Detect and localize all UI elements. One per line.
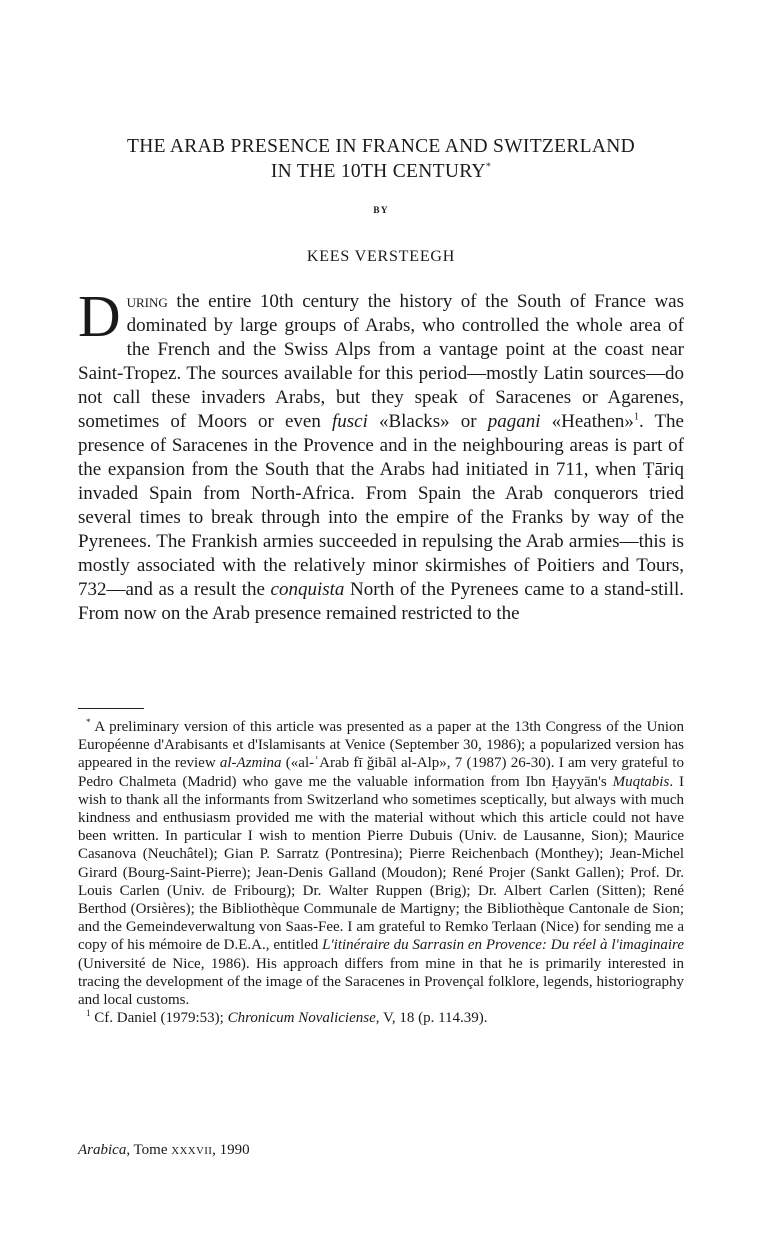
footnotes (78, 718, 684, 1027)
body-text-d: . The presence of Saracenes in the Provence and in the neighbouring areas is part of the expansion from the South that the Arabs had initiated in 711, when Ṭāriq invaded Spain from North-Africa. From Spain the Arab conquerors tried several times to break through into the empire of the Franks by way of the Pyrenees. The Frankish armies succeeded in repulsing the Arab armies—this is mostly associated with the relatively minor skirmishes of Poitiers and Tours, 732—and as a result the (78, 411, 684, 600)
title-line-2 (78, 159, 684, 184)
footnote-divider (78, 708, 144, 709)
title-itineraire: L'itinéraire du Sarrasin en Provence: Du réel à l'imaginaire (322, 937, 684, 954)
title-line-2-text: IN THE 10TH CENTURY (270, 161, 486, 182)
fn1-text-b: , V, 18 (p. 114.39). (375, 1010, 488, 1027)
fn-star-text-d: (Université de Nice, 1986). His approach differs from mine in that he is primarily interested in tracing the development of the image of the Saracenes in Provençal folklore, legends, historiography and local customs. (78, 955, 684, 1009)
term-conquista: conquista (270, 579, 345, 600)
article-title (78, 134, 684, 184)
body-text-e: North of the Pyrenees came to a stand-still. From now on the Arab presence remained restricted to the (78, 579, 685, 624)
title-al-azmina: al-Azmina (219, 755, 282, 772)
footer-year: , 1990 (212, 1142, 250, 1158)
term-pagani: pagani (487, 411, 541, 432)
fn-star-text-a: A preliminary version of this article was presented as a paper at the 13th Congress of the Union Européenne d'Arabisants et d'Islamisants at Venice (September 30, 1986); a popularized version has appeared in the review (78, 719, 684, 772)
fn-star-text-b: («al-ʿArab fī ǧibāl al-Alp», 7 (1987) 26-30). I am very grateful to Pedro Chalmeta (Madrid) who gave me the valuable information from Ibn Ḥayyān's (78, 755, 684, 790)
footnote-star-mark: * (86, 717, 91, 727)
drop-cap: D (78, 283, 121, 349)
author-name: KEES VERSTEEGH (306, 248, 456, 265)
title-footnote-mark[interactable]: * (485, 161, 492, 173)
footnote-1-mark: 1 (86, 1008, 91, 1019)
footnote-1 (78, 1009, 684, 1027)
footer-text-a: , Tome (126, 1142, 172, 1158)
page-footer (78, 1142, 684, 1159)
fn1-text-a: Cf. Daniel (1979:53); (90, 1010, 228, 1027)
footnote-ref-1[interactable]: 1 (633, 411, 639, 423)
title-chronicum: Chronicum Novaliciense (227, 1010, 376, 1027)
body-paragraph (78, 283, 685, 626)
body-text-c: «Heathen» (540, 411, 634, 432)
lead-smallcaps: uring (126, 291, 168, 312)
body-text-b: «Blacks» or (367, 411, 488, 432)
volume-number: xxxvii (171, 1142, 213, 1158)
fn-star-text-c: . I wish to thank all the informants from Switzerland who sometimes sceptically, but always with much kindness and enthusiasm provided me with the material without which this article could not have been written. In particular I wish to mention Pierre Dubuis (Univ. de Lausanne, Sion); Maurice Casanova (Neuchâtel); Gian P. Sarratz (Pontresina); Pierre Reichenbach (Monthey); Jean-Michel Girard (Bourg-Saint-Pierre); Jean-Denis Galland (Moudon); René Projer (Sankt Gallen); Prof. Dr. Louis Carlen (Univ. de Fribourg); Dr. Walter Ruppen (Brig); Dr. Albert Carlen (Sitten); René Berthod (Orsières); the Bibliothèque Communale de Martigny; the Bibliothèque Cantonale de Sion; and the Gemeindeverwaltung von Saas-Fee. I am grateful to Remko Terlaan (Nice) for sending me a copy of his mémoire de D.E.A., entitled (78, 773, 684, 954)
title-muqtabis: Muqtabis (612, 773, 670, 790)
byline-by: BY (373, 206, 389, 216)
body-text-a: the entire 10th century the history of the South of France was dominated by large groups of Arabs, who controlled the whole area of the French and the Swiss Alps from a vantage point at the coast near Saint-Tropez. The sources available for this period—mostly Latin sources—do not call these invaders Arabs, but they speak of Saracenes or Agarenes, sometimes of Moors or even (78, 291, 684, 432)
title-line-1: THE ARAB PRESENCE IN FRANCE AND SWITZERLAND (127, 136, 635, 157)
journal-name: Arabica (78, 1142, 127, 1158)
term-fusci: fusci (331, 411, 368, 432)
footnote-star (78, 718, 684, 1009)
